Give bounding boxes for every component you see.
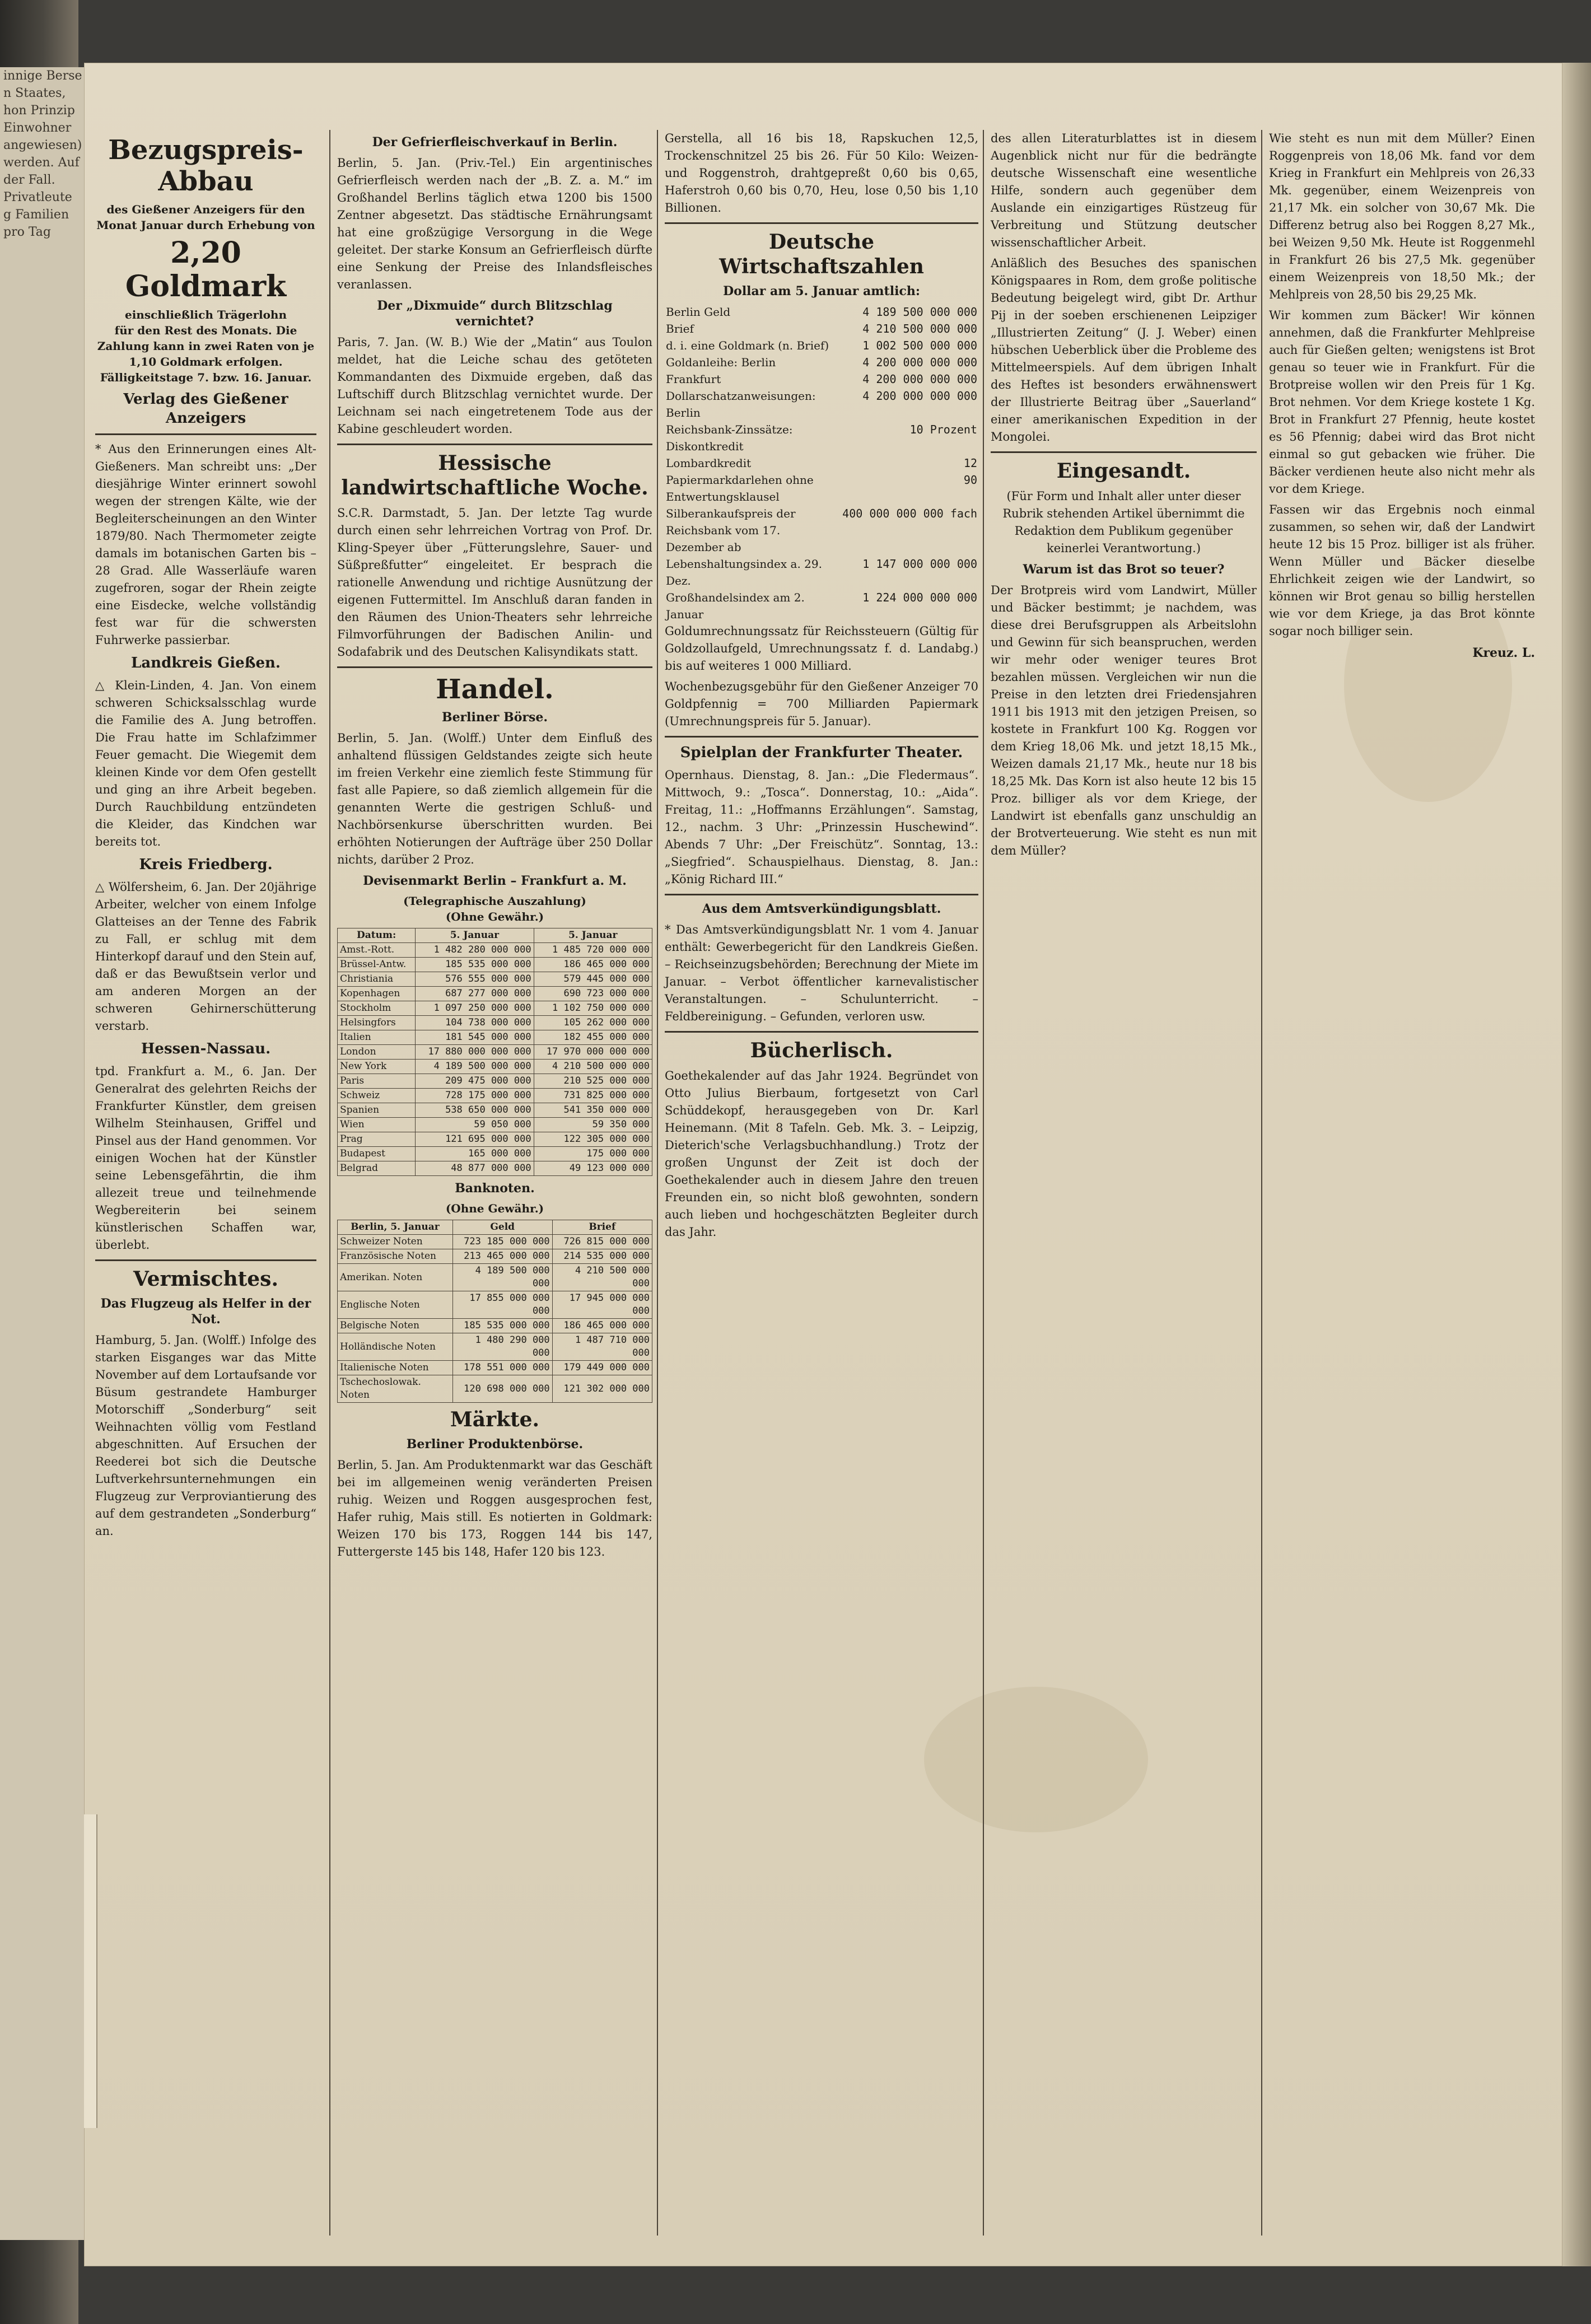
devisen-row xyxy=(338,1030,652,1045)
article-signature: Kreuz. L. xyxy=(1472,646,1535,660)
banknoten-cell: Tschechoslowak. Noten xyxy=(338,1375,453,1403)
economic-row xyxy=(665,320,978,337)
devisen-cell: 538 650 000 000 xyxy=(416,1103,534,1118)
banknoten-body xyxy=(338,1235,652,1403)
banknoten-cell: 213 465 000 000 xyxy=(452,1249,552,1264)
fragment-line: innige Berse xyxy=(3,69,82,83)
section-landkreis: Landkreis Gießen. xyxy=(131,655,281,671)
section-hessen-nassau: Hessen-Nassau. xyxy=(141,1040,271,1057)
divider xyxy=(95,433,316,435)
devisen-cell: 728 175 000 000 xyxy=(416,1089,534,1103)
headline-buecher: Bücherlisch. xyxy=(750,1039,893,1062)
divider xyxy=(665,736,978,738)
divider xyxy=(991,451,1257,453)
divider xyxy=(665,894,978,895)
page-tear xyxy=(84,1814,97,2128)
banknoten-row xyxy=(338,1264,652,1291)
article-landwirtschaft: S.C.R. Darmstadt, 5. Jan. Der letzte Tag wurde durch einen sehr lehrreichen Vortrag von Prof. Dr. Kling-Speyer über „Fütterungslehre, Sauer- und Süßpreßfutter“ eingeleitet. Er besprach die rationelle Anwendung und richtige Ausnützung der eigenen Futtermittel. Im Anschluß daran fanden in den Räumen des Union-Theaters sehr lehrreiche Filmvorführungen der Badischen Anilin- und Sodafabrik und des Deutschen Kalisyndikats statt. xyxy=(337,506,652,659)
economic-row xyxy=(665,455,978,472)
devisen-cell: 182 455 000 000 xyxy=(534,1030,652,1045)
economic-cell: Brief xyxy=(666,322,694,335)
economic-cell: 4 200 000 000 000 xyxy=(862,372,977,386)
devisen-cell: 4 189 500 000 000 xyxy=(416,1060,534,1074)
economic-row xyxy=(665,505,978,556)
economic-figures-table xyxy=(665,304,978,623)
devisen-note: (Ohne Gewähr.) xyxy=(445,910,544,923)
devisen-row xyxy=(338,1016,652,1030)
banknoten-cell: 4 189 500 000 000 xyxy=(452,1264,552,1291)
devisen-cell: Amst.-Rott. xyxy=(338,943,416,958)
dollar-title: Dollar am 5. Januar amtlich: xyxy=(723,284,920,298)
devisen-cell: 731 825 000 000 xyxy=(534,1089,652,1103)
economic-cell: Berlin Geld xyxy=(666,305,731,319)
article-mueller: Wie steht es nun mit dem Müller? Einen Roggenpreis von 18,06 Mk. fand vor dem Krieg in Frankfurt ein Mehlpreis von 26,33 Mk. gegenüber, einem Weizenpreis von 21,17 Mk. ein solcher von 30,67 Mk. Die Differenz betrug also bei Roggen 8,27 Mk., bei Weizen 9,50 Mk. Heute ist Roggenmehl in Frankfurt 26 bis 27,5 Mk. gegenüber einem Weizenpreis von 18,50 Mk.; der Mehlpreis von 28,50 bis 29,25 Mk. xyxy=(1269,132,1535,301)
page-columns xyxy=(95,130,1535,2236)
devisen-row xyxy=(338,943,652,958)
article-ergebnis: Fassen wir das Ergebnis noch einmal zusammen, so sehen wir, daß der Landwirt heute 12 bis 15 Proz. billiger ist als früher. Wenn Müller und Bäcker dieselbe Ehrlichkeit zeigen wie der Landwirt, so können wir Brot genau so billig herstellen wie vor dem Kriege, ja das Brot könnte sogar noch billiger sein. xyxy=(1269,503,1535,638)
banknoten-row xyxy=(338,1375,652,1403)
column-1 xyxy=(95,130,316,2236)
economic-row xyxy=(665,556,978,589)
economic-row xyxy=(665,421,978,455)
banknoten-row xyxy=(338,1319,652,1333)
devisen-header: 5. Januar xyxy=(534,928,652,943)
devisen-cell: 541 350 000 000 xyxy=(534,1103,652,1118)
economic-cell: Goldanleihe: Berlin xyxy=(666,356,776,369)
devisen-cell: 690 723 000 000 xyxy=(534,987,652,1001)
article-frankfurt: tpd. Frankfurt a. M., 6. Jan. Der Generalrat des gelehrten Reichs der Frankfurter Künstler, dem greisen Wilhelm Steinhausen, Griffel und Pinsel aus der Hand genommen. Vor einigen Wochen hat der Künstler seine Lebensgefährtin, die ihm allezeit treue und teilnehmende Wegbereiterin bei seinem künstlerischen Schaffen war, überlebt. xyxy=(95,1065,316,1252)
economic-cell: 4 200 000 000 000 xyxy=(862,389,977,403)
article-klein-linden: △ Klein-Linden, 4. Jan. Von einem schweren Schicksalsschlag wurde die Familie des A. Jung betroffen. Die Frau hatte im Schlafzimmer Feuer gemacht. Die Wiegemit dem kleinen Kinde vor dem Ofen gestellt und ging an ihre Arbeit begeben. Durch Rauchbildung entzündeten die Kleider, das Kindchen war bereits tot. xyxy=(95,679,316,848)
economic-row xyxy=(665,472,978,505)
devisen-cell: 17 970 000 000 000 xyxy=(534,1045,652,1060)
devisen-cell: 59 350 000 xyxy=(534,1118,652,1132)
devisen-cell: 1 485 720 000 000 xyxy=(534,943,652,958)
article-literaturblatt: des allen Literaturblattes ist in diesem Augenblick nicht nur für die bedrängte deutsche Wissenschaft eine wesentliche Hilfe, sondern auch gegenüber dem Auslande ein einzigartiges Rüstzeug für Verbreitung und Stützung deutscher wissenschaftlicher Arbeit. xyxy=(991,132,1257,249)
divider xyxy=(665,1031,978,1033)
banknoten-cell: 214 535 000 000 xyxy=(552,1249,652,1264)
devisen-cell: Kopenhagen xyxy=(338,987,416,1001)
fragment-line: g Familien xyxy=(3,208,69,222)
banknoten-cell: Belgische Noten xyxy=(338,1319,453,1333)
devisen-cell: 175 000 000 xyxy=(534,1147,652,1161)
banknoten-cell: 185 535 000 000 xyxy=(452,1319,552,1333)
devisen-row xyxy=(338,987,652,1001)
banknoten-cell: 723 185 000 000 xyxy=(452,1235,552,1249)
devisen-cell: London xyxy=(338,1045,416,1060)
devisen-cell: 579 445 000 000 xyxy=(534,972,652,987)
devisen-cell: 181 545 000 000 xyxy=(416,1030,534,1045)
devisen-row xyxy=(338,1147,652,1161)
article-hamburg: Hamburg, 5. Jan. (Wolff.) Infolge des starken Eisganges war das Mitte November auf dem Lortaufsande vor Büsum gestrandete Hamburger Motorschiff „Sonderburg“ seit Weihnachten völlig vom Festland abgeschnitten. Auf Ersuchen der Reederei bot sich die Deutsche Luftverkehrsunternehmungen ein Flugzeug zur Verproviantierung des auf dem gestrandeten „Sonderburg“ an. xyxy=(95,1333,316,1538)
headline-boerse: Berliner Börse. xyxy=(441,710,548,725)
devisen-row xyxy=(338,1089,652,1103)
article-produktenboerse: Berlin, 5. Jan. Am Produktenmarkt war das Geschäft bei im allgemeinen wenig veränderten Preisen ruhig. Weizen und Roggen ausgesprochen fest, Hafer ruhig, Mais still. Es notierten in Goldmark: Weizen 170 bis 173, Roggen 144 bis 147, Futtergerste 145 bis 148, Hafer 120 bis 123. xyxy=(337,1458,652,1558)
devisen-header: Datum: xyxy=(338,928,416,943)
devisen-row xyxy=(338,1001,652,1016)
article-boerse: Berlin, 5. Jan. (Wolff.) Unter dem Einfluß des anhaltend flüssigen Geldstandes zeigte sich heute im freien Verkehr eine ziemlich feste Stimmung für fast alle Papiere, so daß ziemlich allgemein für die genannten Werte die gestrigen Schluß- und Nachbörsenkurse überschritten wurden. Bei erhöhten Notierungen der Aufträge über 250 Dollar nichts, darüber 2 Proz. xyxy=(337,731,652,866)
headline-dixmuide: Der „Dixmuide“ durch Blitzschlag vernichtet? xyxy=(377,298,613,329)
publisher-name: Verlag des Gießener Anzeigers xyxy=(123,391,288,427)
devisen-cell: 49 123 000 000 xyxy=(534,1161,652,1176)
devisen-cell: 121 695 000 000 xyxy=(416,1132,534,1147)
devisen-body xyxy=(338,943,652,1176)
devisen-cell: 122 305 000 000 xyxy=(534,1132,652,1147)
economic-cell: 10 Prozent xyxy=(909,423,977,436)
devisen-cell: 1 482 280 000 000 xyxy=(416,943,534,958)
price-note: einschließlich Trägerlohn xyxy=(124,308,287,321)
payment-terms: für den Rest des Monats. Die Zahlung kann in zwei Raten von je 1,10 Goldmark erfolgen. Fälligkeitstage 7. bzw. 16. Januar. xyxy=(97,324,315,384)
devisen-cell: 17 880 000 000 000 xyxy=(416,1045,534,1060)
devisen-cell: Prag xyxy=(338,1132,416,1147)
economic-row xyxy=(665,354,978,371)
section-friedberg: Kreis Friedberg. xyxy=(139,856,273,873)
newspaper-page xyxy=(84,63,1562,2266)
devisen-cell: Belgrad xyxy=(338,1161,416,1176)
economic-row xyxy=(665,337,978,354)
section-handel: Handel. xyxy=(436,674,554,705)
devisen-cell: New York xyxy=(338,1060,416,1074)
column-4 xyxy=(983,130,1257,2236)
column-2 xyxy=(329,130,652,2236)
article-gefrierfleisch: Berlin, 5. Jan. (Priv.-Tel.) Ein argentinisches Gefrierfleisch werden nach der „B. Z. a. M.“ im Großhandel Berlins täglich etwa 1200 bis 1500 Zentner abgesetzt. Das städtische Ernährungsamt hat eine großzügige Versorgung in die Wege geleitet. Der starke Konsum an Gefrierfleisch dürfte eine Senkung der Preise des Inlandsfleisches veranlassen. xyxy=(337,156,652,291)
devisen-cell: 576 555 000 000 xyxy=(416,972,534,987)
devisen-cell: 210 525 000 000 xyxy=(534,1074,652,1089)
headline-landwirtschaft: Hessische landwirtschaftliche Woche. xyxy=(341,451,648,500)
divider xyxy=(337,666,652,668)
article-brotpreis: Der Brotpreis wird vom Landwirt, Müller und Bäcker bestimmt; je nachdem, was diese drei Berufsgruppen als Arbeitslohn und Gewinn für sich beanspruchen, werden wir mehr oder weniger teures Brot bezahlen müssen. Vergleichen wir nun die Preise in den letzten drei Friedensjahren 1911 bis 1913 mit den jetzigen Preisen, so kostete in Frankfurt 100 Kg. Roggen vor dem Krieg 18,06 Mk. und jetzt 18,15 Mk., Weizen damals 21,17 Mk., heute nur 18 bis 18,25 Mk. Das Korn ist also heute 12 bis 15 Proz. billiger als vor dem Kriege, der Landwirt ist ebenfalls ganz unschuldig an der Brotverteuerung. Wie steht es nun mit dem Müller? xyxy=(991,584,1257,857)
devisen-cell: Paris xyxy=(338,1074,416,1089)
banknoten-cell: 726 815 000 000 xyxy=(552,1235,652,1249)
devisen-cell: Brüssel-Antw. xyxy=(338,958,416,972)
banknoten-cell: 4 210 500 000 000 xyxy=(552,1264,652,1291)
economic-cell: Reichsbank-Zinssätze: Diskontkredit xyxy=(666,423,793,453)
devisen-cell: 4 210 500 000 000 xyxy=(534,1060,652,1074)
article-dixmuide: Paris, 7. Jan. (W. B.) Wie der „Matin“ aus Toulon meldet, hat die Leiche schau des getöteten Kommandanten des Dixmuide ergeben, daß das Luftschiff durch Blitzschlag vernichtet wurde. Der Leichnam sei nach eingetretenem Tode aus der Kabine geschleudert worden. xyxy=(337,335,652,436)
devisen-row xyxy=(338,1060,652,1074)
banknoten-row xyxy=(338,1249,652,1264)
headline-gefrierfleisch: Der Gefrierfleischverkauf in Berlin. xyxy=(372,135,618,150)
headline-banknoten: Banknoten. xyxy=(455,1181,535,1196)
banknoten-cell: 120 698 000 000 xyxy=(452,1375,552,1403)
article-erinnerungen: * Aus den Erinnerungen eines Alt-Gießeners. Man schreibt uns: „Der diesjährige Winter erinnert sowohl wegen der strengen Kälte, wie der Begleiterscheinungen an den Winter 1879/80. Nach Thermometer zeigte damals im botanischen Garten bis – 28 Grad. Alle Wasserläufe waren zugefroren, sogar der Rhein zeigte eine Eisdecke, welche vollständig fest war für die schwersten Fuhrwerke passierbar. xyxy=(95,442,316,647)
headline-brotpreis: Warum ist das Brot so teuer? xyxy=(1023,562,1225,577)
subscription-intro: des Gießener Anzeigers für den Monat Januar durch Erhebung von xyxy=(96,203,315,232)
economic-cell: 12 xyxy=(963,456,977,470)
fragment-line: Einwohner xyxy=(3,121,72,135)
fragment-line: Privatleute xyxy=(3,190,72,204)
devisen-cell: 104 738 000 000 xyxy=(416,1016,534,1030)
banknoten-cell: Französische Noten xyxy=(338,1249,453,1264)
banknoten-cell: 121 302 000 000 xyxy=(552,1375,652,1403)
headline-devisen: Devisenmarkt Berlin – Frankfurt a. M. xyxy=(363,874,627,888)
banknoten-header: Brief xyxy=(552,1220,652,1235)
devisen-cell: 48 877 000 000 xyxy=(416,1161,534,1176)
devisen-cell: Schweiz xyxy=(338,1089,416,1103)
economic-cell: 1 147 000 000 000 xyxy=(862,557,977,571)
headline-produktenboerse: Berliner Produktenbörse. xyxy=(406,1437,584,1452)
devisen-row xyxy=(338,958,652,972)
banknoten-row xyxy=(338,1361,652,1375)
economic-cell: Großhandelsindex am 2. Januar xyxy=(666,591,805,621)
economic-cell: Lebenshaltungsindex a. 29. Dez. xyxy=(666,557,822,587)
banknoten-cell: 1 480 290 000 000 xyxy=(452,1333,552,1361)
devisen-row xyxy=(338,1161,652,1176)
economic-cell: 4 200 000 000 000 xyxy=(862,356,977,369)
spielplan-text: Opernhaus. Dienstag, 8. Jan.: „Die Fledermaus“. Mittwoch, 9.: „Tosca“. Donnerstag, 10.: „Aida“. Freitag, 11.: „Hoffmanns Erzählungen“. Samstag, 12., nachm. 3 Uhr: „Prinzessin Huschewind“. Abends 7 Uhr: „Der Freischütz“. Sonntag, 13.: „Siegfried“. Schauspielhaus. Dienstag, 8. Jan.: „König Richard III.“ xyxy=(665,768,978,886)
devisen-cell: Spanien xyxy=(338,1103,416,1118)
economic-cell: 4 210 500 000 000 xyxy=(862,322,977,335)
economic-cell: 90 xyxy=(963,473,977,487)
fragment-line: n Staates, xyxy=(3,86,66,100)
fragment-line: werden. Auf xyxy=(3,156,80,170)
banknoten-row xyxy=(338,1333,652,1361)
banknoten-cell: Italienische Noten xyxy=(338,1361,453,1375)
fragment-line: hon Prinzip xyxy=(3,104,75,118)
economic-cell: Frankfurt xyxy=(666,372,721,386)
devisen-row xyxy=(338,1132,652,1147)
devisen-cell: Stockholm xyxy=(338,1001,416,1016)
fragment-line: angewiesen) xyxy=(3,138,82,152)
fragment-line: der Fall. xyxy=(3,173,55,187)
economic-row xyxy=(665,388,978,421)
divider xyxy=(337,444,652,445)
article-illustrierte: Anläßlich des Besuches des spanischen Königspaares in Rom, dem große politische Bedeutung beigelegt wird, gibt Dr. Arthur Pij in der soeben erschienenen Leipziger „Illustrierten Zeitung“ (J. J. Weber) einen hübschen Ueberblick über die Probleme des Mittelmeerspiels. Auf dem übrigen Inhalt des Heftes ist besonders erwähnenswert der Illustrierte Beitrag über „Sauerland“ einer amerikanischen Expedition in der Mongolei. xyxy=(991,256,1257,444)
column-3 xyxy=(657,130,978,2236)
banknoten-cell: Amerikan. Noten xyxy=(338,1264,453,1291)
goldumrechnung-text: Goldumrechnungssatz für Reichssteuern (Gültig für Goldzollaufgeld, Umrechnungssatz f. d. Landabg.) bis auf weiteres 1 000 Milliard. xyxy=(665,624,978,673)
economic-row xyxy=(665,304,978,320)
devisen-cell: 59 050 000 xyxy=(416,1118,534,1132)
banknoten-cell: Schweizer Noten xyxy=(338,1235,453,1249)
eingesandt-note: (Für Form und Inhalt aller unter dieser Rubrik stehenden Artikel übernimmt die Redaktion dem Publikum gegenüber keinerlei Verantwortung.) xyxy=(1002,489,1245,555)
banknoten-table xyxy=(337,1220,652,1403)
headline-flugzeug: Das Flugzeug als Helfer in der Not. xyxy=(100,1296,311,1327)
economic-cell: d. i. eine Goldmark (n. Brief) xyxy=(666,339,829,352)
headline-wirtschaftszahlen: Deutsche Wirtschaftszahlen xyxy=(719,230,924,278)
devisen-cell: Christiania xyxy=(338,972,416,987)
banknoten-cell: 17 945 000 000 000 xyxy=(552,1291,652,1319)
banknoten-note: (Ohne Gewähr.) xyxy=(445,1202,544,1215)
previous-page-strip xyxy=(0,67,84,2240)
page-edge xyxy=(1562,63,1591,2266)
devisen-cell: 687 277 000 000 xyxy=(416,987,534,1001)
devisen-header: 5. Januar xyxy=(416,928,534,943)
devisen-cell: Wien xyxy=(338,1118,416,1132)
banknoten-row xyxy=(338,1291,652,1319)
devisen-row xyxy=(338,1118,652,1132)
amtsverkuendigung-text: * Das Amtsverkündigungsblatt Nr. 1 vom 4. Januar enthält: Gewerbegericht für den Landkreis Gießen. – Reichseinzugsbehörden; Berechnung der Miete im Januar. – Verbot öffentlicher karnevalistischer Veranstaltungen. – Schulunterricht. – Feldbereinigung. – Gefunden, verloren usw. xyxy=(665,923,978,1023)
devisen-row xyxy=(338,972,652,987)
column-5 xyxy=(1261,130,1535,2236)
devisen-cell: 1 102 750 000 000 xyxy=(534,1001,652,1016)
headline-spielplan: Spielplan der Frankfurter Theater. xyxy=(680,744,963,761)
devisen-cell: 185 535 000 000 xyxy=(416,958,534,972)
economic-figures-body xyxy=(665,304,978,623)
economic-cell: Silberankaufspreis der Reichsbank vom 17. Dezember ab xyxy=(666,507,796,554)
article-baecker: Wir kommen zum Bäcker! Wir können annehmen, daß die Frankfurter Mehlpreise auch für Gießen gelten; wenigstens ist Brot genau so teuer wie in Frankfurt. Für die Brotpreise wollen wir den Preis für 1 Kg. Brot nehmen. Vor dem Kriege kostete 1 Kg. Brot in Frankfurt 27 Pfennig, heute kostet es 56 Pfennig; dabei wird das Brot nicht einmal so gut gebacken wie früher. Die Bäcker verdienen heute also nicht mehr als vor dem Kriege. xyxy=(1269,309,1535,496)
article-futtermittel: Gerstella, all 16 bis 18, Rapskuchen 12,5, Trockenschnitzel 25 bis 26. Für 50 Kilo: Weizen- und Roggenstroh, drahtgepreßt 0,60 bis 0,65, Haferstroh 0,60 bis 0,70, Heu, lose 0,50 bis 1,10 Billionen. xyxy=(665,132,978,214)
banknoten-row xyxy=(338,1235,652,1249)
divider xyxy=(95,1259,316,1261)
economic-cell: Dollarschatzanweisungen: Berlin xyxy=(666,389,816,419)
devisen-cell: Helsingfors xyxy=(338,1016,416,1030)
wochenbezug-text: Wochenbezugsgebühr für den Gießener Anzeiger 70 Goldpfennig = 700 Milliarden Papiermark (Umrechnungspreis für 5. Januar). xyxy=(665,680,978,728)
devisen-subtitle: (Telegraphische Auszahlung) xyxy=(403,894,586,908)
section-vermischtes: Vermischtes. xyxy=(133,1267,278,1291)
economic-cell: 400 000 000 000 fach xyxy=(842,507,977,520)
devisen-row xyxy=(338,1074,652,1089)
banknoten-cell: Holländische Noten xyxy=(338,1333,453,1361)
economic-row xyxy=(665,589,978,623)
subscription-price: 2,20 Goldmark xyxy=(125,236,287,304)
devisen-cell: 105 262 000 000 xyxy=(534,1016,652,1030)
fragment-line: pro Tag xyxy=(3,225,52,239)
devisen-cell: 1 097 250 000 000 xyxy=(416,1001,534,1016)
banknoten-cell: Englische Noten xyxy=(338,1291,453,1319)
devisen-cell: Italien xyxy=(338,1030,416,1045)
banknoten-cell: 179 449 000 000 xyxy=(552,1361,652,1375)
economic-cell: 4 189 500 000 000 xyxy=(862,305,977,319)
banknoten-header: Berlin, 5. Januar xyxy=(338,1220,453,1235)
headline-eingesandt: Eingesandt. xyxy=(1056,459,1191,483)
economic-cell: Papiermarkdarlehen ohne Entwertungsklausel xyxy=(666,473,814,503)
economic-cell: 1 002 500 000 000 xyxy=(862,339,977,352)
headline-amtsverkuendigung: Aus dem Amtsverkündigungsblatt. xyxy=(702,902,941,916)
devisen-cell: 186 465 000 000 xyxy=(534,958,652,972)
devisen-cell: 165 000 000 xyxy=(416,1147,534,1161)
banknoten-header: Geld xyxy=(452,1220,552,1235)
devisen-row xyxy=(338,1103,652,1118)
devisen-cell: 209 475 000 000 xyxy=(416,1074,534,1089)
divider xyxy=(665,222,978,224)
banknoten-cell: 178 551 000 000 xyxy=(452,1361,552,1375)
banknoten-cell: 17 855 000 000 000 xyxy=(452,1291,552,1319)
banknoten-cell: 1 487 710 000 000 xyxy=(552,1333,652,1361)
devisen-cell: Budapest xyxy=(338,1147,416,1161)
economic-cell: Lombardkredit xyxy=(666,456,752,470)
buecher-text: Goethekalender auf das Jahr 1924. Begründet von Otto Julius Bierbaum, fortgesetzt von Carl Schüddekopf, herausgegeben von Dr. Karl Heinemann. (Mit 8 Tafeln. Geb. Mk. 3. – Leipzig, Dieterich'sche Verlagsbuchhandlung.) Trotz der großen Ungunst der Zeit ist doch der Goethekalender auch in diesem Jahre den treuen Freunden ein, so nicht bloß gewohnten, sondern auch lieben und hochgeschätzten Begleiter durch das Jahr. xyxy=(665,1069,978,1239)
banknoten-cell: 186 465 000 000 xyxy=(552,1319,652,1333)
devisen-row xyxy=(338,1045,652,1060)
devisen-table xyxy=(337,928,652,1176)
section-maerkte: Märkte. xyxy=(450,1408,540,1431)
subscription-title: Bezugspreis-Abbau xyxy=(108,134,304,197)
economic-row xyxy=(665,371,978,388)
economic-cell: 1 224 000 000 000 xyxy=(862,591,977,604)
article-woelfersheim: △ Wölfersheim, 6. Jan. Der 20jährige Arbeiter, welcher von einem Infolge Glatteises an der Tenne des Fabrik zu Fall, er schlug mit dem Hinterkopf darauf und den Stein auf, daß er das Bewußtsein verlor und am anderen Morgen an der schweren Gehirnerschütterung verstarb. xyxy=(95,880,316,1033)
